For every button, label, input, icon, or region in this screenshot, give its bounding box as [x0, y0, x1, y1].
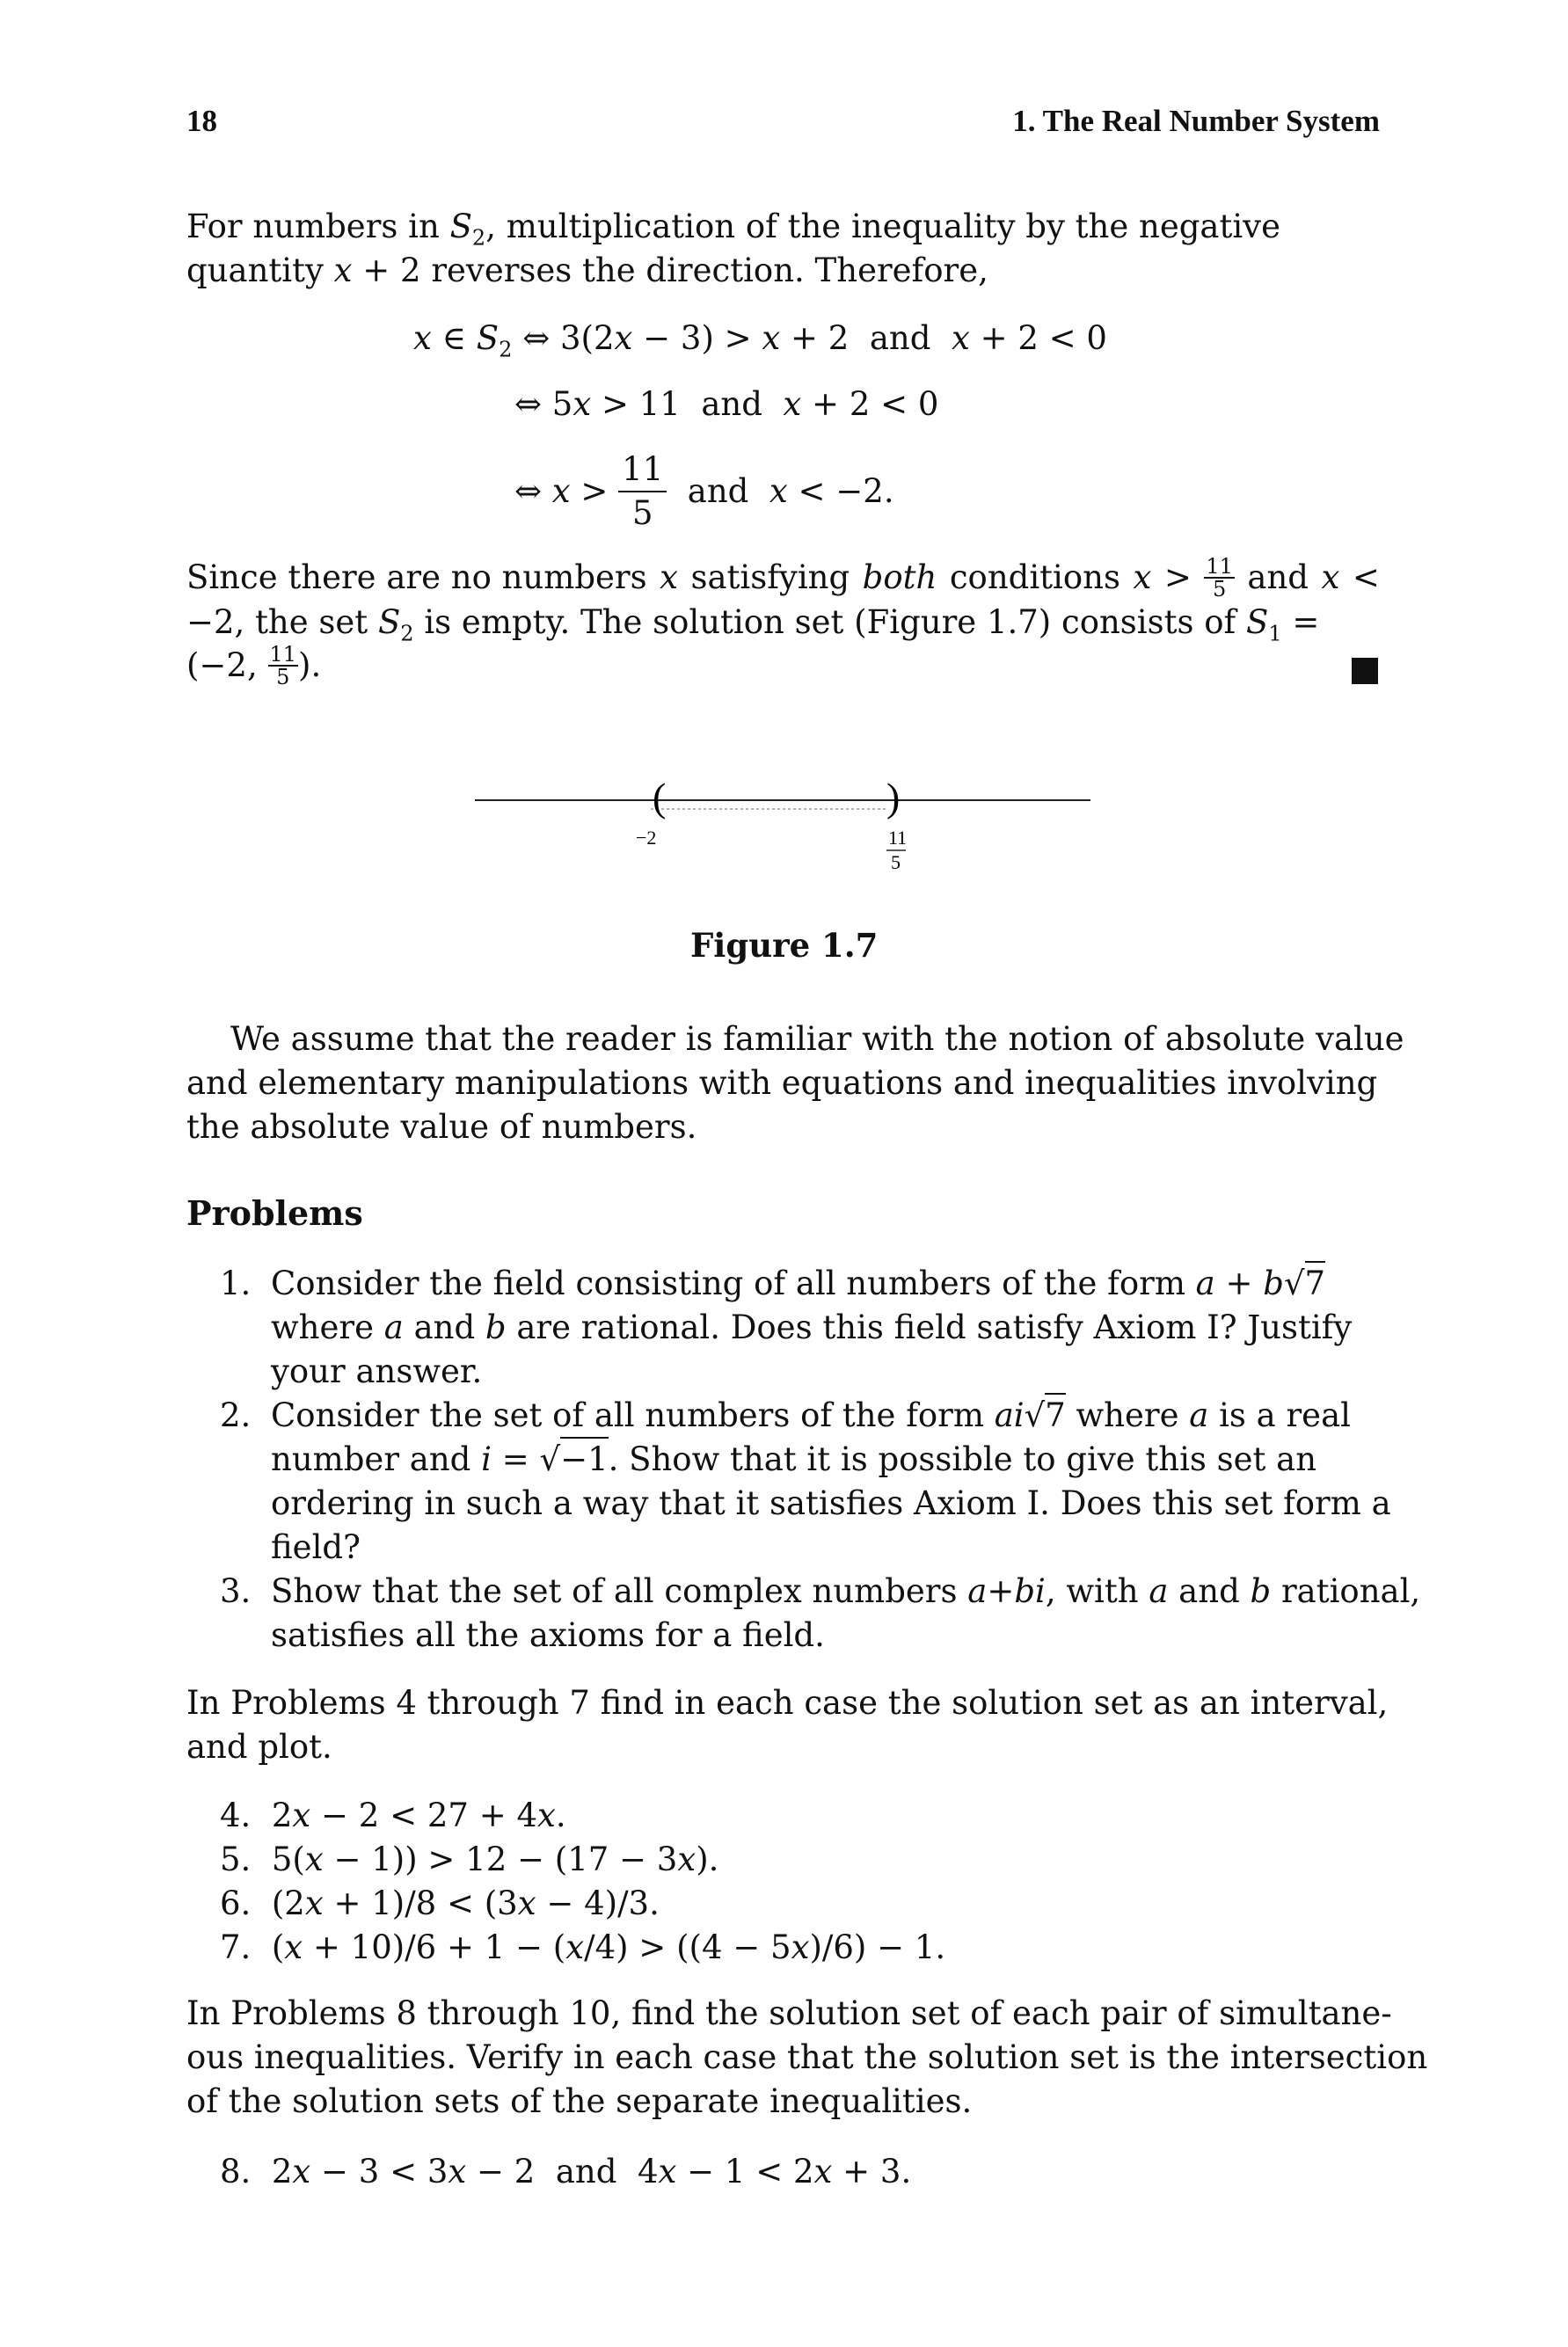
- problem-4: 4. 2x − 2 < 27 + 4x.: [220, 1797, 566, 1834]
- sqrt-icon: √: [539, 1440, 561, 1478]
- problem-3-number: 3.: [220, 1572, 252, 1610]
- problems-heading: Problems: [186, 1193, 363, 1233]
- since-line-2: −2, the set $S_2$ is empty. The solution set (Figure 1.7) consists of $S_1$ =: [186, 603, 1320, 646]
- problem-3-line-1: Show that the set of all complex numbers a+bi, with a and b rational,: [271, 1572, 1421, 1610]
- problem-1-line-2: where a and b are rational. Does this field satisfy Axiom I? Justify: [271, 1308, 1353, 1346]
- problem-5: 5. 5(x − 1)) > 12 − (17 − 3x).: [220, 1840, 719, 1878]
- fraction-11-over-5: 11 5: [618, 448, 667, 535]
- sqrt-icon: √: [1024, 1396, 1046, 1434]
- intro-8-10-line-2: ous inequalities. Verify in each case that the solution set is the intersection: [186, 2038, 1428, 2076]
- number-line-figure: [466, 774, 1099, 906]
- label-11: 11: [888, 827, 908, 849]
- intro-4-7-line-2: and plot.: [186, 1728, 332, 1766]
- figure-caption: Figure 1.7: [690, 926, 879, 965]
- assume-line-1: We assume that the reader is familiar with the notion of absolute value: [230, 1020, 1404, 1058]
- open-paren-right: ): [886, 775, 901, 820]
- running-header: 1. The Real Number System: [1012, 104, 1380, 138]
- intro-8-10-line-1: In Problems 8 through 10, find the solution set of each pair of simultane-: [186, 1994, 1392, 2032]
- assume-line-3: the absolute value of numbers.: [186, 1108, 697, 1146]
- since-line-3: (−2, $\frac{11}{5}$ ).: [186, 642, 322, 689]
- problem-7: 7. (x + 10)/6 + 1 − (x/4) > ((4 − 5x)/6) − 1.: [220, 1928, 946, 1966]
- qed-box-icon: [1352, 658, 1378, 684]
- intro-line-2: quantity x + 2 reverses the direction. Therefore,: [186, 251, 988, 289]
- problem-6: 6. (2x + 1)/8 < (3x − 4)/3.: [220, 1884, 660, 1922]
- problem-2-line-4: field?: [271, 1528, 361, 1566]
- sqrt-icon: √: [1283, 1265, 1305, 1302]
- equation-3: ⇔ x > 11 5 and x < −2.: [514, 448, 894, 535]
- label-5: 5: [891, 851, 901, 873]
- intro-line-1: For numbers in $S_2$, multiplication of the inequality by the negative: [186, 208, 1280, 251]
- assume-line-2: and elementary manipulations with equations and inequalities involving: [186, 1064, 1378, 1102]
- problem-3-line-2: satisfies all the axioms for a field.: [271, 1616, 825, 1654]
- problem-8: 8. 2x − 3 < 3x − 2 and 4x − 1 < 2x + 3.: [220, 2153, 912, 2190]
- problem-2-line-3: ordering in such a way that it satisfies Axiom I. Does this set form a: [271, 1484, 1391, 1522]
- problem-1-line-1: Consider the field consisting of all numbers of the form a + b√7: [271, 1262, 1325, 1306]
- problem-1-line-3: your answer.: [271, 1352, 483, 1390]
- label-minus-2: −2: [636, 827, 657, 849]
- open-paren-left: (: [653, 775, 667, 820]
- equation-1: x ∈ $S_2$ ⇔ 3(2x − 3) > x + 2 and x + 2 < 0: [413, 319, 1107, 362]
- problem-2-line-2: number and i = √−1. Show that it is possible to give this set an: [271, 1438, 1316, 1482]
- intro-4-7-line-1: In Problems 4 through 7 find in each case the solution set as an interval,: [186, 1684, 1389, 1722]
- intro-8-10-line-3: of the solution sets of the separate inequalities.: [186, 2082, 973, 2120]
- problem-2-line-1: Consider the set of all numbers of the form ai√7 where a is a real: [271, 1394, 1351, 1438]
- page-number: 18: [186, 104, 217, 138]
- equation-2: ⇔ 5x > 11 and x + 2 < 0: [514, 385, 939, 423]
- since-line-1: Since there are no numbers x satisfying both conditions x > $\frac{11}{5}$ and x <: [186, 554, 1380, 601]
- problem-2-number: 2.: [220, 1396, 252, 1434]
- problem-1-number: 1.: [220, 1265, 252, 1302]
